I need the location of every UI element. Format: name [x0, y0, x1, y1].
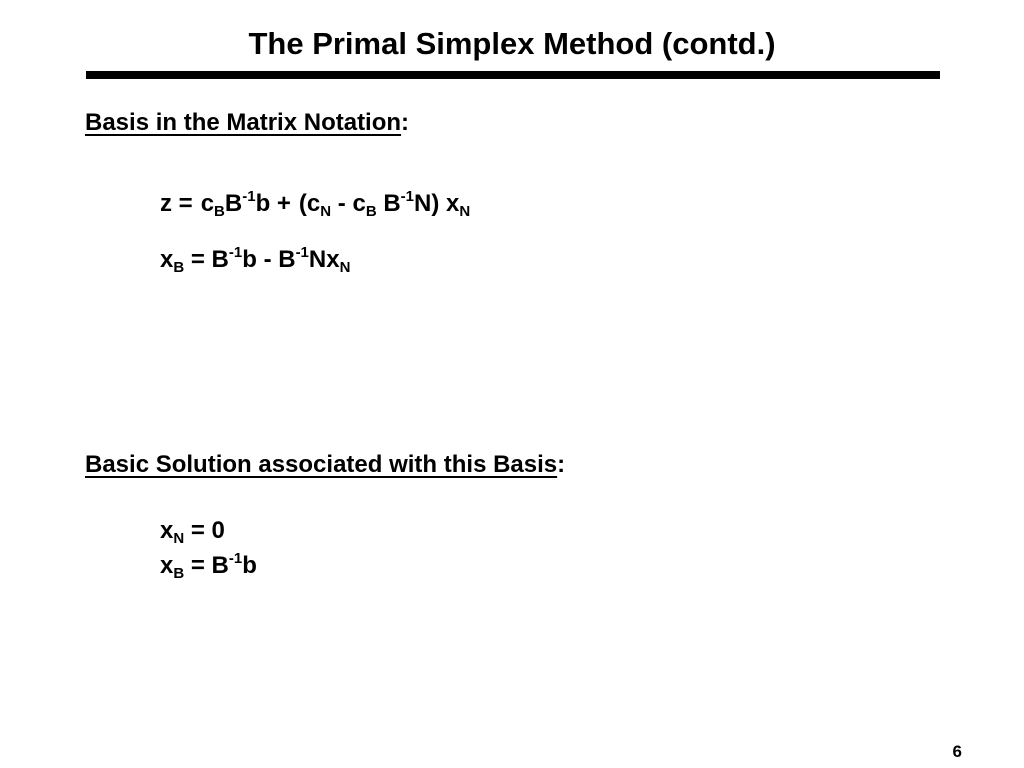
heading-colon: :	[401, 109, 410, 136]
eq-superscript: -1	[400, 188, 415, 205]
eq-token: (c	[298, 190, 321, 217]
eq-token: N) x	[414, 190, 460, 217]
eq-subscript: N	[459, 203, 471, 220]
heading-colon: :	[557, 451, 566, 478]
eq-token: x	[160, 246, 174, 273]
heading-basis-matrix-notation-text: Basis in the Matrix Notation	[85, 109, 402, 136]
eq-subscript: B	[173, 565, 185, 582]
equation-nonbasic-zero	[160, 516, 225, 546]
eq-token: B	[224, 190, 243, 217]
eq-token: b - B	[242, 246, 296, 273]
eq-token: c	[200, 190, 215, 217]
eq-token: x	[160, 552, 174, 579]
eq-token: b +	[255, 190, 291, 217]
slide-title: The Primal Simplex Method (contd.)	[248, 26, 776, 61]
eq-superscript: -1	[242, 188, 256, 205]
eq-token: b	[242, 552, 257, 579]
eq-token: z =	[160, 190, 193, 217]
eq-subscript: B	[173, 259, 185, 276]
eq-subscript: N	[173, 530, 185, 547]
page-number: 6	[952, 742, 962, 761]
eq-subscript: N	[320, 203, 332, 220]
eq-token: x	[160, 517, 174, 544]
eq-superscript: -1	[295, 244, 309, 261]
heading-basic-solution-text: Basic Solution associated with this Basis	[85, 451, 558, 478]
eq-superscript: -1	[228, 550, 243, 567]
eq-token: B	[383, 190, 401, 217]
equation-basic-solution	[160, 551, 257, 581]
eq-token: -	[337, 190, 346, 217]
eq-token: = B	[190, 246, 229, 273]
eq-token: = B	[190, 552, 229, 579]
eq-token: Nx	[308, 246, 340, 273]
equation-basic-vars	[160, 245, 350, 275]
heading-basic-solution	[85, 450, 565, 480]
eq-subscript: B	[365, 203, 377, 220]
eq-token: = 0	[190, 517, 225, 544]
equation-objective	[160, 189, 470, 219]
eq-superscript: -1	[228, 244, 243, 261]
title-divider	[86, 71, 940, 79]
eq-subscript: B	[214, 203, 225, 220]
eq-subscript: N	[339, 259, 351, 276]
eq-token: c	[352, 190, 366, 217]
heading-basis-matrix-notation	[85, 108, 409, 138]
